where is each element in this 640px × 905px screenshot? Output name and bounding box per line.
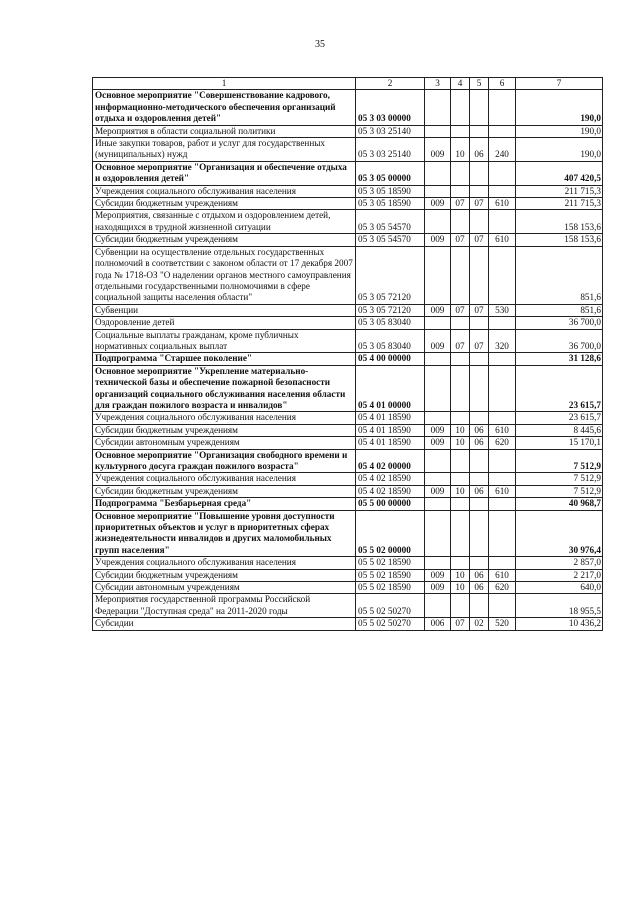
row-code: 05 4 02 00000 <box>356 449 425 473</box>
row-code: 05 4 01 18590 <box>356 437 425 449</box>
budget-table <box>92 77 603 631</box>
row-rz <box>451 210 470 234</box>
row-sum: 158 153,6 <box>516 234 603 246</box>
row-ved: 006 <box>425 618 451 630</box>
row-vr: 620 <box>489 582 516 594</box>
row-code: 05 5 02 18590 <box>356 569 425 581</box>
row-name: Учреждения социального обслуживания населения <box>93 557 356 569</box>
row-rz <box>451 161 470 185</box>
row-sum: 7 512,9 <box>516 473 603 485</box>
row-rz: 10 <box>451 569 470 581</box>
row-rz <box>451 90 470 125</box>
row-sum: 36 700,0 <box>516 329 603 353</box>
row-vr <box>489 449 516 473</box>
row-ved: 009 <box>425 582 451 594</box>
row-code: 05 4 02 18590 <box>356 485 425 497</box>
row-rz: 10 <box>451 582 470 594</box>
row-name: Основное мероприятие "Совершенствование кадрового, информационно-методического обеспечения организаций отдыха и оздоровления детей" <box>93 90 356 125</box>
row-vr: 520 <box>489 618 516 630</box>
row-ved: 009 <box>425 304 451 316</box>
row-pr <box>470 90 489 125</box>
row-sum: 190,0 <box>516 90 603 125</box>
table-row <box>93 329 603 353</box>
table-row <box>93 304 603 316</box>
row-pr <box>470 473 489 485</box>
row-vr <box>489 210 516 234</box>
row-rz <box>451 317 470 329</box>
page-number: 35 <box>315 39 325 50</box>
table-row <box>93 365 603 412</box>
row-sum: 640,0 <box>516 582 603 594</box>
row-sum: 7 512,9 <box>516 449 603 473</box>
row-ved <box>425 557 451 569</box>
row-vr: 240 <box>489 138 516 162</box>
row-rz <box>451 365 470 412</box>
header-col-4: 4 <box>451 78 470 90</box>
row-name: Учреждения социального обслуживания населения <box>93 473 356 485</box>
table-row <box>93 473 603 485</box>
row-code: 05 5 02 50270 <box>356 618 425 630</box>
row-rz: 10 <box>451 437 470 449</box>
row-code: 05 5 02 50270 <box>356 594 425 618</box>
row-pr <box>470 449 489 473</box>
row-code: 05 3 05 18590 <box>356 185 425 197</box>
row-code: 05 5 02 00000 <box>356 510 425 557</box>
table-row <box>93 557 603 569</box>
row-sum: 190,0 <box>516 125 603 137</box>
row-ved <box>425 125 451 137</box>
table-row <box>93 437 603 449</box>
row-name: Подпрограмма "Безбарьерная среда" <box>93 498 356 510</box>
row-ved: 009 <box>425 198 451 210</box>
row-ved: 009 <box>425 485 451 497</box>
table-row <box>93 594 603 618</box>
row-name: Мероприятия государственной программы Российской Федерации "Доступная среда" на 2011-2020 годы <box>93 594 356 618</box>
row-code: 05 4 00 00000 <box>356 353 425 365</box>
row-rz: 10 <box>451 485 470 497</box>
row-name: Основное мероприятие "Повышение уровня доступности приоритетных объектов и услуг в приоритетных сферах жизнедеятельности инвалидов и других маломобильных групп населения" <box>93 510 356 557</box>
row-rz <box>451 412 470 424</box>
row-ved <box>425 510 451 557</box>
row-vr <box>489 498 516 510</box>
row-name: Субсидии автономным учреждениям <box>93 582 356 594</box>
row-pr: 07 <box>470 304 489 316</box>
row-name: Учреждения социального обслуживания населения <box>93 185 356 197</box>
row-pr <box>470 161 489 185</box>
row-ved: 009 <box>425 437 451 449</box>
row-code: 05 4 01 18590 <box>356 412 425 424</box>
row-code: 05 5 02 18590 <box>356 582 425 594</box>
table-header-row <box>93 78 603 90</box>
row-rz: 07 <box>451 234 470 246</box>
row-pr <box>470 557 489 569</box>
row-name: Субсидии бюджетным учреждениям <box>93 485 356 497</box>
row-ved <box>425 594 451 618</box>
row-pr: 06 <box>470 485 489 497</box>
row-name: Субвенции <box>93 304 356 316</box>
header-col-1: 1 <box>93 78 356 90</box>
table-row <box>93 246 603 304</box>
row-sum: 23 615,7 <box>516 412 603 424</box>
row-pr: 06 <box>470 138 489 162</box>
table-row <box>93 138 603 162</box>
row-sum: 2 857,0 <box>516 557 603 569</box>
row-name: Субсидии <box>93 618 356 630</box>
row-vr: 610 <box>489 569 516 581</box>
row-name: Мероприятия в области социальной политики <box>93 125 356 137</box>
row-code: 05 4 01 00000 <box>356 365 425 412</box>
row-code: 05 4 01 18590 <box>356 424 425 436</box>
row-vr: 610 <box>489 424 516 436</box>
row-vr: 530 <box>489 304 516 316</box>
row-ved <box>425 161 451 185</box>
row-pr: 06 <box>470 424 489 436</box>
header-col-7: 7 <box>516 78 603 90</box>
row-sum: 30 976,4 <box>516 510 603 557</box>
header-col-3: 3 <box>425 78 451 90</box>
table-row <box>93 185 603 197</box>
row-ved <box>425 317 451 329</box>
row-sum: 407 420,5 <box>516 161 603 185</box>
row-sum: 851,6 <box>516 304 603 316</box>
row-pr: 07 <box>470 234 489 246</box>
row-pr: 07 <box>470 198 489 210</box>
row-vr <box>489 125 516 137</box>
row-rz: 07 <box>451 198 470 210</box>
row-vr: 610 <box>489 485 516 497</box>
row-name: Субсидии бюджетным учреждениям <box>93 234 356 246</box>
row-pr <box>470 185 489 197</box>
row-code: 05 4 02 18590 <box>356 473 425 485</box>
row-vr <box>489 365 516 412</box>
row-pr <box>470 246 489 304</box>
row-name: Субсидии бюджетным учреждениям <box>93 569 356 581</box>
row-rz: 07 <box>451 329 470 353</box>
table-row <box>93 498 603 510</box>
row-rz <box>451 510 470 557</box>
row-ved <box>425 412 451 424</box>
table-row <box>93 449 603 473</box>
row-name: Оздоровление детей <box>93 317 356 329</box>
row-name: Учреждения социального обслуживания населения <box>93 412 356 424</box>
row-code: 05 3 05 72120 <box>356 304 425 316</box>
table-row <box>93 210 603 234</box>
row-code: 05 3 03 25140 <box>356 125 425 137</box>
row-ved <box>425 498 451 510</box>
row-pr <box>470 594 489 618</box>
row-vr <box>489 161 516 185</box>
row-rz <box>451 353 470 365</box>
row-ved: 009 <box>425 138 451 162</box>
row-vr <box>489 412 516 424</box>
row-ved <box>425 90 451 125</box>
table-row <box>93 125 603 137</box>
row-name: Социальные выплаты гражданам, кроме публичных нормативных социальных выплат <box>93 329 356 353</box>
row-code: 05 3 05 83040 <box>356 329 425 353</box>
row-pr: 07 <box>470 329 489 353</box>
row-code: 05 3 05 72120 <box>356 246 425 304</box>
row-code: 05 5 02 18590 <box>356 557 425 569</box>
table-row <box>93 234 603 246</box>
row-pr <box>470 412 489 424</box>
row-code: 05 5 00 00000 <box>356 498 425 510</box>
row-pr <box>470 125 489 137</box>
row-ved <box>425 353 451 365</box>
table-row <box>93 161 603 185</box>
row-code: 05 3 05 54570 <box>356 210 425 234</box>
row-name: Субсидии бюджетным учреждениям <box>93 198 356 210</box>
table-row <box>93 353 603 365</box>
row-rz <box>451 185 470 197</box>
row-code: 05 3 03 00000 <box>356 90 425 125</box>
row-rz: 07 <box>451 304 470 316</box>
row-name: Субвенции на осуществление отдельных государственных полномочий в соответствии с законом области от 17 декабря 2007 года № 1718-ОЗ "О наделении органов местного самоуправления отдельными государственными полномочиями в сфере социальной защиты населения области" <box>93 246 356 304</box>
row-sum: 190,0 <box>516 138 603 162</box>
row-vr: 610 <box>489 234 516 246</box>
row-name: Мероприятия, связанные с отдыхом и оздоровлением детей, находящихся в трудной жизненной ситуации <box>93 210 356 234</box>
row-rz <box>451 246 470 304</box>
row-pr <box>470 365 489 412</box>
table-row <box>93 317 603 329</box>
table-row <box>93 582 603 594</box>
row-rz: 10 <box>451 138 470 162</box>
row-sum: 23 615,7 <box>516 365 603 412</box>
row-rz: 10 <box>451 424 470 436</box>
row-rz <box>451 125 470 137</box>
row-code: 05 3 05 54570 <box>356 234 425 246</box>
row-name: Основное мероприятие "Организация свободного времени и культурного досуга граждан пожилого возраста" <box>93 449 356 473</box>
row-vr <box>489 185 516 197</box>
header-col-2: 2 <box>356 78 425 90</box>
table-row <box>93 90 603 125</box>
row-sum: 158 153,6 <box>516 210 603 234</box>
row-code: 05 3 03 25140 <box>356 138 425 162</box>
row-rz <box>451 594 470 618</box>
row-ved <box>425 210 451 234</box>
row-vr <box>489 90 516 125</box>
row-rz <box>451 557 470 569</box>
row-rz <box>451 498 470 510</box>
table-row <box>93 412 603 424</box>
row-pr: 06 <box>470 582 489 594</box>
table-row <box>93 618 603 630</box>
row-ved: 009 <box>425 329 451 353</box>
row-name: Основное мероприятие "Укрепление материально-технической базы и обеспечение пожарной безопасности организаций социального обслуживания населения области для граждан пожилого возраста и инвалидов" <box>93 365 356 412</box>
row-sum: 2 217,0 <box>516 569 603 581</box>
row-ved <box>425 449 451 473</box>
row-vr: 610 <box>489 198 516 210</box>
table-row <box>93 424 603 436</box>
row-vr <box>489 353 516 365</box>
row-sum: 31 128,6 <box>516 353 603 365</box>
row-vr <box>489 473 516 485</box>
row-sum: 10 436,2 <box>516 618 603 630</box>
row-ved <box>425 185 451 197</box>
row-code: 05 3 05 83040 <box>356 317 425 329</box>
table-row <box>93 485 603 497</box>
row-sum: 211 715,3 <box>516 198 603 210</box>
row-name: Субсидии автономным учреждениям <box>93 437 356 449</box>
row-pr: 06 <box>470 437 489 449</box>
row-ved <box>425 365 451 412</box>
row-code: 05 3 05 00000 <box>356 161 425 185</box>
row-vr <box>489 317 516 329</box>
header-col-5: 5 <box>470 78 489 90</box>
row-vr <box>489 246 516 304</box>
row-pr: 06 <box>470 569 489 581</box>
row-vr <box>489 594 516 618</box>
row-sum: 211 715,3 <box>516 185 603 197</box>
row-vr: 620 <box>489 437 516 449</box>
row-name: Подпрограмма "Старшее поколение" <box>93 353 356 365</box>
row-sum: 36 700,0 <box>516 317 603 329</box>
row-rz <box>451 473 470 485</box>
row-ved: 009 <box>425 424 451 436</box>
row-vr: 320 <box>489 329 516 353</box>
row-sum: 8 445,6 <box>516 424 603 436</box>
table-row <box>93 198 603 210</box>
row-rz: 07 <box>451 618 470 630</box>
row-vr <box>489 510 516 557</box>
header-col-6: 6 <box>489 78 516 90</box>
row-sum: 851,6 <box>516 246 603 304</box>
row-sum: 15 170,1 <box>516 437 603 449</box>
row-ved <box>425 473 451 485</box>
row-name: Иные закупки товаров, работ и услуг для государственных (муниципальных) нужд <box>93 138 356 162</box>
row-pr <box>470 210 489 234</box>
row-pr <box>470 510 489 557</box>
row-pr <box>470 317 489 329</box>
row-ved: 009 <box>425 569 451 581</box>
row-code: 05 3 05 18590 <box>356 198 425 210</box>
row-vr <box>489 557 516 569</box>
row-rz <box>451 449 470 473</box>
row-ved <box>425 246 451 304</box>
row-pr <box>470 353 489 365</box>
row-name: Основное мероприятие "Организация и обеспечение отдыха и оздоровления детей" <box>93 161 356 185</box>
row-pr: 02 <box>470 618 489 630</box>
row-name: Субсидии бюджетным учреждениям <box>93 424 356 436</box>
table-row <box>93 569 603 581</box>
row-pr <box>470 498 489 510</box>
row-sum: 40 968,7 <box>516 498 603 510</box>
row-sum: 18 955,5 <box>516 594 603 618</box>
row-sum: 7 512,9 <box>516 485 603 497</box>
row-ved: 009 <box>425 234 451 246</box>
table-row <box>93 510 603 557</box>
